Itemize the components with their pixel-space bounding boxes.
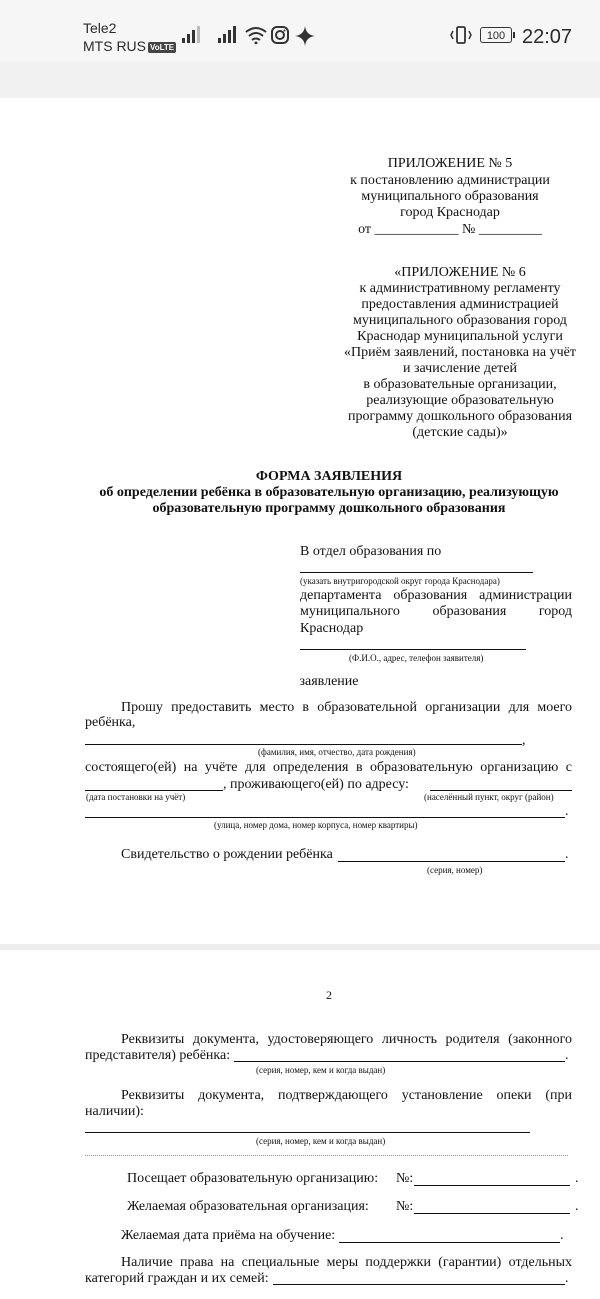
guardianship-text: Реквизиты документа, подтверждающего установление опеки (при [121, 1088, 572, 1103]
appendix6-line: реализующие образовательную [366, 393, 554, 408]
request-text: ребёнка, [85, 715, 136, 730]
child-fio-field[interactable] [85, 744, 522, 745]
vibrate-icon [450, 26, 472, 44]
period: . [565, 1271, 569, 1286]
period: . [560, 1228, 564, 1243]
street-hint: (улица, номер дома, номер корпуса, номер квартиры) [214, 820, 418, 830]
addressee-line: Краснодар [300, 621, 364, 636]
street-field[interactable] [85, 817, 565, 818]
district-hint: (указать внутригородской округ города Краснодара) [300, 576, 500, 586]
appendix6-line: муниципального образования город [353, 313, 567, 328]
guardianship-text: наличии): [85, 1104, 144, 1119]
form-subtitle: об определении ребёнка в образовательную организацию, реализующую [99, 485, 559, 500]
special-measures-text: Наличие права на специальные меры поддержки (гарантии) отдельных [121, 1255, 572, 1270]
form-subtitle: образовательную программу дошкольного образования [152, 501, 506, 516]
applicant-hint: (Ф.И.О., адрес, телефон заявителя) [349, 653, 484, 663]
child-fio-hint: (фамилия, имя, отчество, дата рождения) [258, 747, 416, 757]
addressee-line: муниципального образования город [300, 604, 572, 619]
appendix6-line: (детские сады)» [412, 425, 508, 440]
birth-cert-field[interactable] [338, 861, 565, 862]
desired-date-label: Желаемая дата приёма на обучение: [121, 1228, 336, 1243]
appendix6-line: программу дошкольного образования [347, 409, 573, 424]
page-number: 2 [326, 988, 332, 1002]
volte-badge: VoLTE [150, 42, 175, 52]
birth-cert-label: Свидетельство о рождении ребёнка [121, 847, 333, 862]
parent-doc-text: Реквизиты документа, удостоверяющего личность родителя (законного [121, 1032, 572, 1047]
locality-field[interactable] [430, 790, 572, 791]
appendix-date-number: от ____________ № _________ [358, 222, 542, 237]
desired-org-label: Желаемая образовательная организация: [127, 1199, 369, 1214]
comma: , [522, 733, 526, 748]
guardianship-field-extra[interactable] [85, 1155, 568, 1156]
request-text: Прошу предоставить место в образовательной организации для моего [121, 700, 572, 715]
birth-cert-hint: (серия, номер) [427, 865, 483, 875]
special-measures-field[interactable] [273, 1284, 565, 1285]
appendix6-line: Краснодар муниципальной услуги [357, 329, 563, 344]
battery-icon: 100 [480, 27, 512, 43]
locality-hint: (населённый пункт, округ (район) [424, 792, 554, 802]
special-measures-text: категорий граждан и их семей: [85, 1271, 269, 1286]
carrier-mts-label: MTS RUS [83, 38, 146, 54]
wifi-icon [245, 26, 267, 44]
signal-icon-2 [218, 26, 240, 44]
attends-number-label: №: [396, 1171, 414, 1186]
status-bar [0, 0, 600, 62]
appendix6-line: к административному регламенту [359, 281, 561, 296]
attends-field[interactable] [414, 1185, 570, 1186]
addressee-line: В отдел образования по [300, 544, 442, 559]
appendix6-line: «Приём заявлений, постановка на учёт [343, 345, 576, 360]
addressee-line: департамента образования администрации [300, 588, 572, 603]
appendix-line: город Краснодар [400, 205, 500, 220]
page-break [0, 944, 600, 950]
instagram-icon [271, 26, 289, 44]
appendix6-line: в образовательные организации, [363, 377, 557, 392]
form-title: ФОРМА ЗАЯВЛЕНИЯ [255, 469, 403, 484]
sparkle-icon [295, 26, 315, 46]
clock: 22:07 [522, 26, 573, 48]
appendix-line: к постановлению администрации [350, 173, 550, 188]
parent-doc-field[interactable] [234, 1061, 565, 1062]
registration-date-field[interactable] [85, 790, 223, 791]
applicant-field[interactable] [300, 649, 526, 650]
district-field[interactable] [300, 572, 533, 573]
period: . [575, 1199, 579, 1214]
appendix6-line: предоставления администрацией [361, 297, 559, 312]
guardianship-field[interactable] [85, 1132, 530, 1133]
guardianship-hint: (серия, номер, кем и когда выдан) [256, 1136, 386, 1146]
desired-date-field[interactable] [339, 1242, 560, 1243]
appendix-title: ПРИЛОЖЕНИЕ № 5 [387, 156, 513, 171]
period: . [565, 804, 569, 819]
parent-doc-text: представителя) ребёнка: [85, 1048, 231, 1063]
parent-doc-hint: (серия, номер, кем и когда выдан) [256, 1065, 386, 1075]
carrier-tele2: Tele2 [83, 20, 117, 36]
appendix-line: муниципального образования [361, 189, 539, 204]
registration-date-hint: (дата постановки на учёт) [86, 792, 186, 802]
signal-icon [182, 26, 204, 44]
desired-org-number-label: №: [396, 1199, 414, 1214]
carrier-mts [83, 38, 176, 54]
period: . [565, 1048, 569, 1063]
statement-heading: заявление [299, 674, 359, 689]
registration-text: состоящего(ей) на учёте для определения в образовательную организацию с [85, 760, 572, 775]
appendix6-line: и зачисление детей [403, 361, 517, 376]
document-toolbar-band [0, 62, 600, 98]
attends-label: Посещает образовательную организацию: [127, 1171, 379, 1186]
period: . [565, 847, 569, 862]
desired-org-field[interactable] [414, 1213, 570, 1214]
residence-text: , проживающего(ей) по адресу: [223, 777, 409, 792]
period: . [575, 1171, 579, 1186]
appendix6-line: «ПРИЛОЖЕНИЕ № 6 [394, 265, 526, 280]
